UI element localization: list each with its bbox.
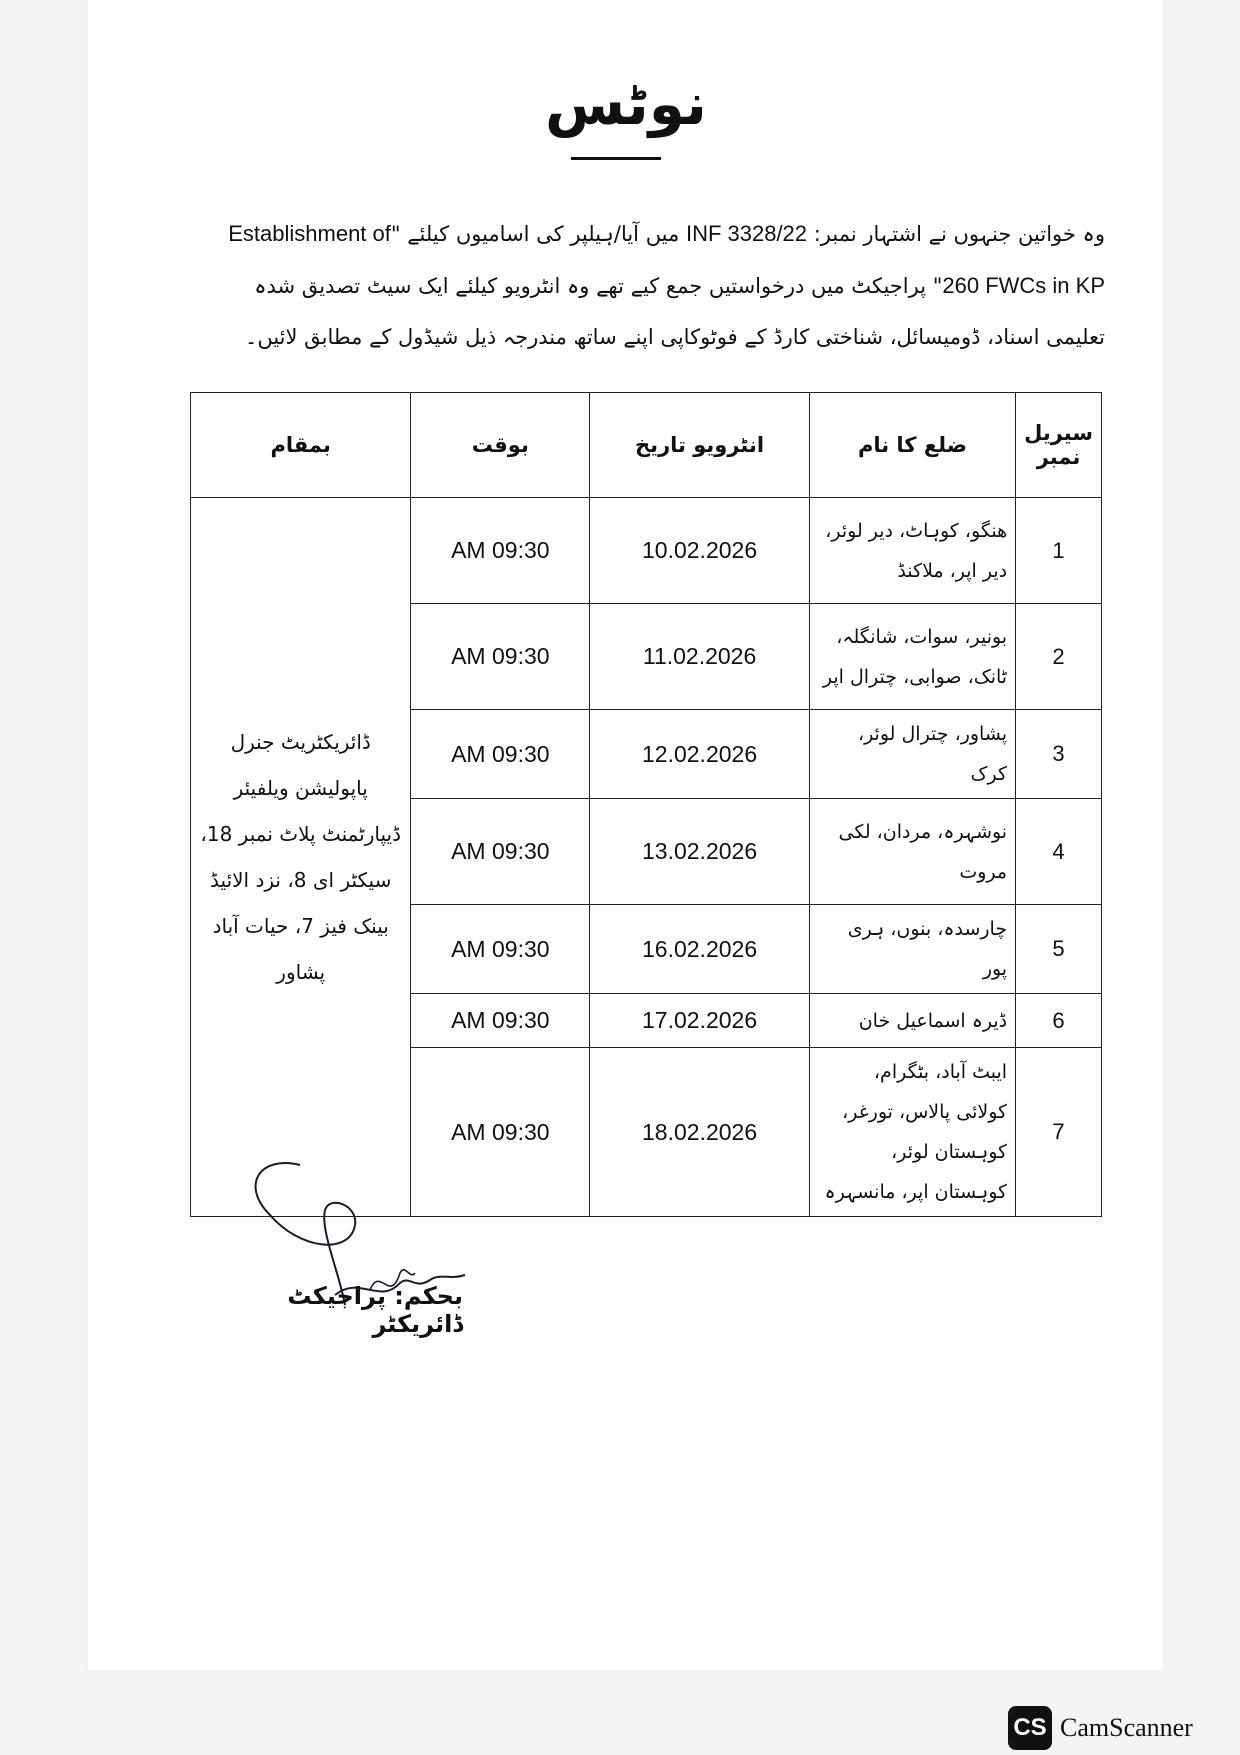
district-cell: چارسدہ، بنوں، ہری پور <box>809 905 1015 994</box>
interview-schedule-table <box>190 392 1102 1217</box>
serial-cell: 7 <box>1016 1048 1102 1217</box>
camscanner-watermark <box>1008 1706 1193 1750</box>
para-seg1: وہ خواتین جنہوں نے اشتہار نمبر: <box>807 222 1105 246</box>
time-cell: 09:30 AM <box>411 905 590 994</box>
table-header-row <box>191 393 1102 498</box>
title-underline <box>571 157 661 160</box>
serial-cell: 4 <box>1016 799 1102 905</box>
district-cell: نوشہرہ، مردان، لکی مروت <box>809 799 1015 905</box>
camscanner-brand: CamScanner <box>1060 1713 1193 1742</box>
venue-cell: ڈائریکٹریٹ جنرل پاپولیشن ویلفیئر ڈیپارٹمنٹ پلاٹ نمبر 18، سیکٹر ای 8، نزد الائیڈ بینک فیز 7، حیات آباد پشاور <box>191 498 411 1217</box>
date-cell: 10.02.2026 <box>590 498 810 604</box>
district-cell: بونیر، سوات، شانگلہ، ٹانک، صوابی، چترال اپر <box>809 604 1015 710</box>
header-serial: سیریل نمبر <box>1016 393 1102 498</box>
date-cell: 18.02.2026 <box>590 1048 810 1217</box>
header-district: ضلع کا نام <box>809 393 1015 498</box>
time-cell: 09:30 AM <box>411 799 590 905</box>
time-cell: 09:30 AM <box>411 710 590 799</box>
signature-label: بحکم: پراجیکٹ ڈائریکٹر <box>287 1282 463 1338</box>
time-cell: 09:30 AM <box>411 994 590 1048</box>
time-cell: 09:30 AM <box>411 1048 590 1217</box>
notice-title: نوٹس <box>545 70 707 138</box>
serial-cell: 2 <box>1016 604 1102 710</box>
header-date: انٹرویو تاریخ <box>590 393 810 498</box>
date-cell: 11.02.2026 <box>590 604 810 710</box>
notice-paragraph <box>190 208 1105 363</box>
date-cell: 13.02.2026 <box>590 799 810 905</box>
date-cell: 12.02.2026 <box>590 710 810 799</box>
time-cell: 09:30 AM <box>411 498 590 604</box>
serial-cell: 3 <box>1016 710 1102 799</box>
para-seg2: میں آیا/ہیلپر کی اسامیوں کیلئے " <box>390 222 686 246</box>
header-time: بوقت <box>411 393 590 498</box>
date-cell: 16.02.2026 <box>590 905 810 994</box>
table-row <box>191 498 1102 604</box>
serial-cell: 1 <box>1016 498 1102 604</box>
district-cell: پشاور، چترال لوئر، کرک <box>809 710 1015 799</box>
serial-cell: 5 <box>1016 905 1102 994</box>
project-name: Establishment of 260 FWCs in KP <box>228 221 1105 298</box>
header-venue: بمقام <box>191 393 411 498</box>
advertisement-number: INF 3328/22 <box>685 221 808 246</box>
camscanner-icon: CS <box>1008 1706 1052 1750</box>
district-cell: ڈیرہ اسماعیل خان <box>809 994 1015 1048</box>
district-cell: ایبٹ آباد، بٹگرام، کولائی پالاس، تورغر، کوہستان لوئر، کوہستان اپر، مانسہرہ <box>809 1048 1015 1217</box>
serial-cell: 6 <box>1016 994 1102 1048</box>
district-cell: ھنگو، کوہاٹ، دیر لوئر، دیر اپر، ملاکنڈ <box>809 498 1015 604</box>
date-cell: 17.02.2026 <box>590 994 810 1048</box>
para-seg3: " پراجیکٹ میں درخواستیں جمع کیے تھے وہ انٹرویو کیلئے ایک سیٹ تصدیق شدہ تعلیمی اسناد، ڈومیسائل، شناختی کارڈ کے فوٹوکاپی اپنے ساتھ مندرجہ ذیل شیڈول کے مطابق لائیں۔ <box>245 274 1105 349</box>
time-cell: 09:30 AM <box>411 604 590 710</box>
